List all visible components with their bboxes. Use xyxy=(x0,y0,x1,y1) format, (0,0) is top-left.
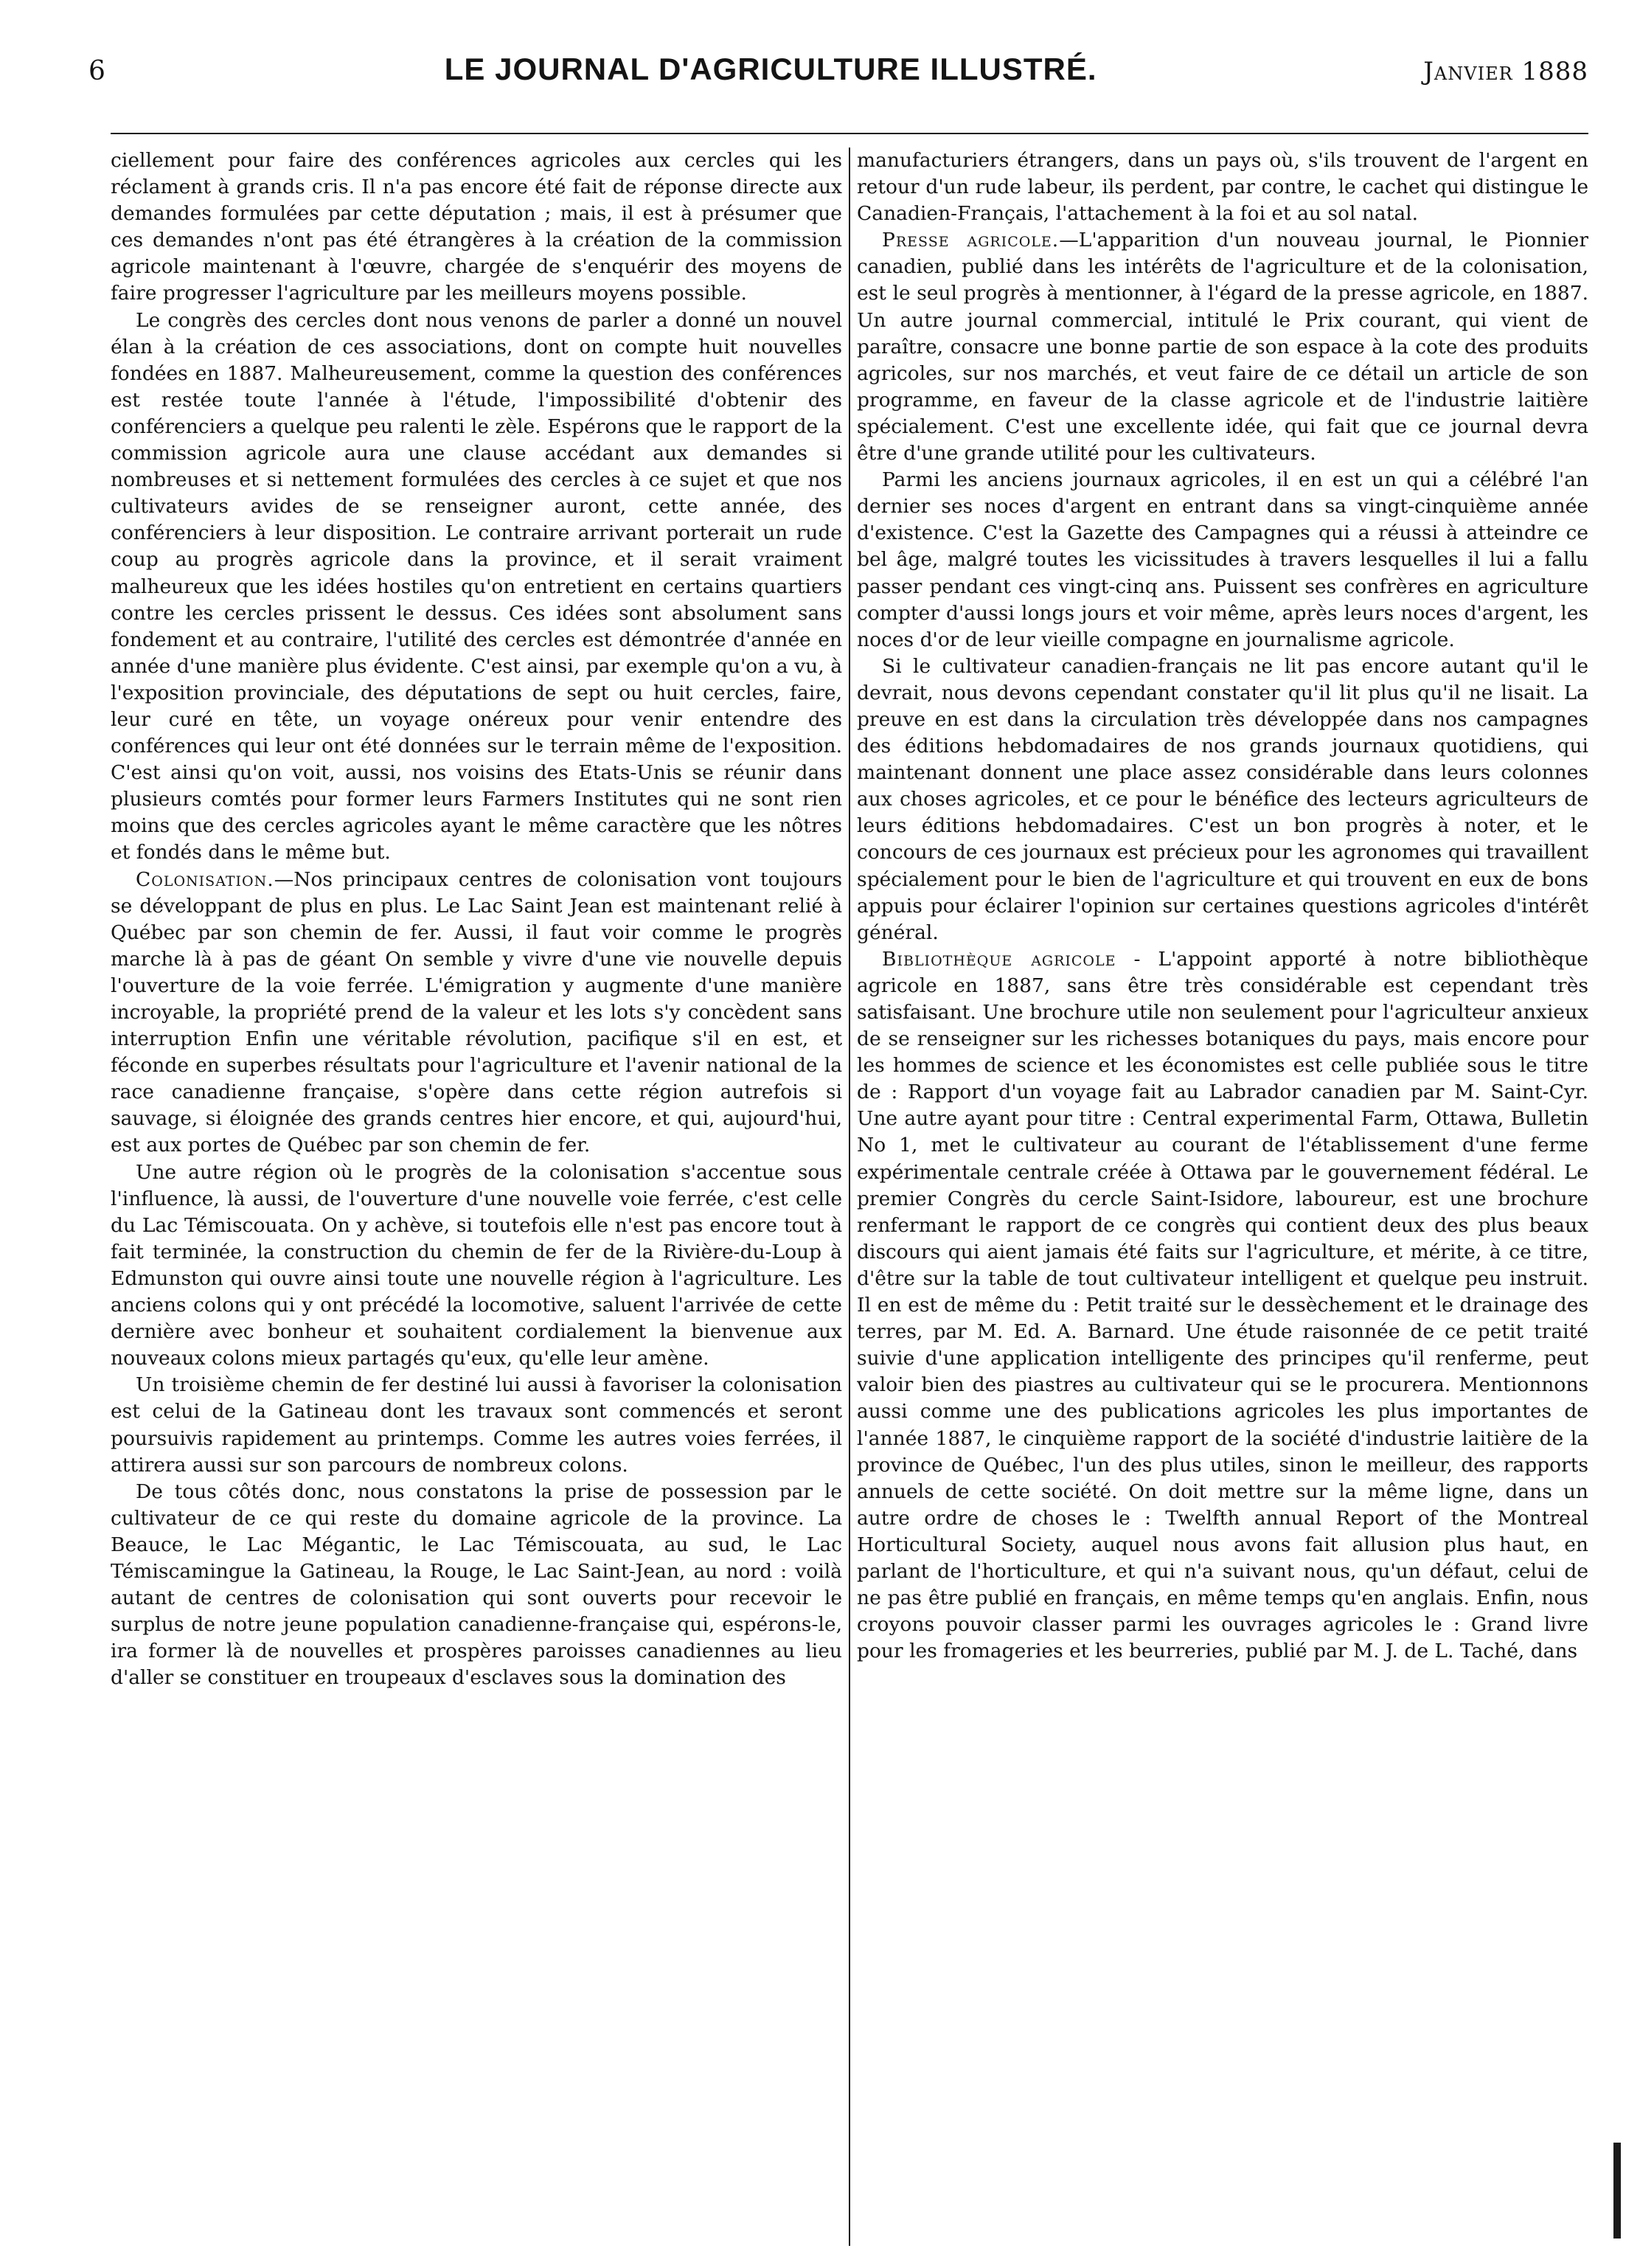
header-rule xyxy=(111,133,1588,134)
paragraph: Une autre région où le progrès de la colonisation s'accentue sous l'influence, là aussi, de l'ouverture d'une nouvelle voie ferrée, c'est celle du Lac Témiscouata. On y achève, si toutefois elle n'est pas encore tout à fait terminée, la construction du chemin de fer de la Rivière-du-Loup à Edmunston qui ouvre ainsi toute une nouvelle région à l'agriculture. Les anciens colons qui y ont précédé la locomotive, saluent l'arrivée de cette dernière avec bonheur et souhaitent cordialement la bienvenue aux nouveaux colons mieux partagés qu'eux, qu'elle leur amène. xyxy=(111,1160,842,1370)
paragraph-text: —Nos principaux centres de colonisation vont toujours se développant de plus en plus. Le Lac Saint Jean est maintenant relié à Québec par son chemin de fer. Aussi, il faut voir comme le progrès marche là à pas de géant On semble y vivre d'une vie nouvelle depuis l'ouverture de la voie ferrée. L'émigration y augmente d'une manière incroyable, la propriété prend de la valeur et les lots s'y concèdent sans interruption Enfin une véritable révolution, pacifique s'il en est, et féconde en superbes résultats pour l'agriculture et l'avenir national de la race canadienne française, s'opère dans cette région autrefois si sauvage, si éloignée des grands centres hier encore, et qui, aujourd'hui, est aux portes de Québec par son chemin de fer. xyxy=(111,867,842,1157)
column-divider xyxy=(849,148,850,2246)
article-columns xyxy=(111,148,1588,2246)
page-number: 6 xyxy=(88,56,105,86)
section-lead: Bibliothèque agricole xyxy=(882,947,1116,971)
paragraph xyxy=(857,227,1588,467)
paragraph: Parmi les anciens journaux agricoles, il en est un qui a célébré l'an dernier ses noces d'argent en entrant dans sa vingt-cinquième année d'existence. C'est la Gazette des Campagnes qui a réussi à atteindre ce bel âge, malgré toutes les vicissitudes à travers lesquelles il lui a fallu passer pendant ces vingt-cinq ans. Puissent ses confrères en agriculture compter d'aussi longs jours et voir même, après leurs noces d'argent, les noces d'or de leur vieille compagne en journalisme agricole. xyxy=(857,468,1588,651)
paragraph: manufacturiers étrangers, dans un pays où, s'ils trouvent de l'argent en retour d'un rude labeur, ils perdent, par contre, le cachet qui distingue le Canadien-Français, l'attachement à la foi et au sol natal. xyxy=(857,149,1588,226)
paragraph: Un troisième chemin de fer destiné lui aussi à favoriser la colonisation est celui de la Gatineau dont les travaux sont commencés et seront poursuivis rapidement au printemps. Comme les autres voies ferrées, il attirera aussi sur son parcours de nombreux colons. xyxy=(111,1373,842,1477)
page-header xyxy=(88,52,1588,125)
column-left xyxy=(111,148,842,2246)
paragraph: Le congrès des cercles dont nous venons de parler a donné un nouvel élan à la création de ces associations, dont on compte huit nouvelles fondées en 1887. Malheureusement, comme la question des conférences est restée toute l'année à l'étude, l'impossibilité d'obtenir des conférenciers a quelque peu ralenti le zèle. Espérons que le rapport de la commission agricole aura une clause accédant aux demandes si nombreuses et si nettement formulées des cercles à ce sujet et que nos cultivateurs avides de se renseigner auront, cette année, des conférenciers à leur disposition. Le contraire arrivant porterait un rude coup au progrès agricole dans la province, et il serait vraiment malheureux que les idées hostiles qu'on entretient en certains quartiers contre les cercles prissent le dessus. Ces idées sont absolument sans fondement et au contraire, l'utilité des cercles est démontrée d'année en année d'une manière plus évidente. C'est ainsi, par exemple qu'on a vu, à l'exposition provinciale, des députations de sept ou huit cercles, faire, leur curé en tête, un voyage onéreux pour venir entendre des conférences qui leur ont été données sur le terrain même de l'exposition. C'est ainsi qu'on voit, aussi, nos voisins des Etats-Unis se réunir dans plusieurs comtés pour former leurs Farmers Institutes qui ne sont rien moins que des cercles agricoles ayant le même caractère que les nôtres et fondés dans le même but. xyxy=(111,308,842,864)
column-right xyxy=(857,148,1588,2246)
paragraph: De tous côtés donc, nous constatons la prise de possession par le cultivateur de ce qui reste du domaine agricole de la province. La Beauce, le Lac Mégantic, le Lac Témiscouata, au sud, le Lac Témiscamingue la Gatineau, la Rouge, le Lac Saint-Jean, au nord : voilà autant de centres de colonisation qui sont ouverts pour recevoir le surplus de notre jeune population canadienne-française qui, espérons-le, ira former là de nouvelles et prospères paroisses canadiennes au lieu d'aller se constituer en troupeaux d'esclaves sous la domination des xyxy=(111,1480,842,1690)
paragraph-text: - L'appoint apporté à notre bibliothèque agricole en 1887, sans être très considérable est cependant très satisfaisant. Une brochure utile non seulement pour l'agriculteur anxieux de se renseigner sur les richesses botaniques du pays, mais encore pour les hommes de science et les économistes est celle publiée sous le titre de : Rapport d'un voyage fait au Labrador canadien par M. Saint-Cyr. Une autre ayant pour titre : Central experimental Farm, Ottawa, Bulletin No 1, met le cultivateur au courant de l'établissement d'une ferme expérimentale centrale créée à Ottawa par le gouvernement fédéral. Le premier Congrès du cercle Saint-Isidore, laboureur, est une brochure renfermant le rapport de ce congrès qui contient deux des plus beaux discours qui aient jamais été faits sur l'agriculture, et mérite, à ce titre, d'être sur la table de tout cultivateur intelligent et quelque peu instruit. Il en est de même du : Petit traité sur le dessèchement et le drainage des terres, par M. Ed. A. Barnard. Une étude raisonnée de ce petit traité suivie d'une application intelligente des principes qu'il renferme, peut valoir bien des piastres au cultivateur qui se le procurera. Mentionnons aussi comme une des publications agricoles les plus importantes de l'année 1887, le cinquième rapport de la société d'industrie laitière de la province de Québec, l'un des plus utiles, sinon le meilleur, des rapports annuels de cette société. On doit mettre sur la même ligne, dans un autre ordre de choses le : Twelfth annual Report of the Montreal Horticultural Society, auquel nous avons fait allusion plus haut, en parlant de l'horticulture, et qui n'a suivant nous, qu'un défaut, celui de ne pas être publié en français, en même temps qu'en anglais. Enfin, nous croyons pouvoir classer parmi les ouvrages agricoles le : Grand livre pour les fromageries et les beurreries, publié par M. J. de L. Taché, dans xyxy=(857,947,1588,1663)
section-lead: Presse agricole. xyxy=(882,229,1060,252)
section-lead: Colonisation. xyxy=(136,867,274,891)
journal-title: LE JOURNAL D'AGRICULTURE ILLUSTRÉ. xyxy=(444,52,1097,86)
margin-mark xyxy=(1613,2143,1621,2238)
issue-date: Janvier 1888 xyxy=(1423,57,1588,86)
paragraph: ciellement pour faire des conférences agricoles aux cercles qui les réclament à grands cris. Il n'a pas encore été fait de réponse directe aux demandes formulées par cette députation ; mais, il est à présumer que ces demandes n'ont pas été étrangères à la création de la commission agricole maintenant à l'œuvre, chargée de s'enquérir des moyens de faire progresser l'agriculture par les meilleurs moyens possible. xyxy=(111,149,842,305)
paragraph xyxy=(111,867,842,1159)
paragraph: Si le cultivateur canadien-français ne lit pas encore autant qu'il le devrait, nous devons cependant constater qu'il lit plus qu'il ne lisait. La preuve en est dans la circulation très développée dans nos campagnes des éditions hebdomadaires de nos grands journaux quotidiens, qui maintenant donnent une place assez considérable dans leurs colonnes aux choses agricoles, et ce pour le bénéfice des lecteurs agriculteurs de leurs éditions hebdomadaires. C'est un bon progrès à noter, et le concours de ces journaux est précieux pour les agronomes qui travaillent spécialement pour le bien de l'agriculture et qui trouvent en eux de bons appuis pour éclairer l'opinion sur certaines questions agricoles d'intérêt général. xyxy=(857,654,1588,944)
paragraph-text: —L'apparition d'un nouveau journal, le Pionnier canadien, publié dans les intérêts de l'agriculture et de la colonisation, est le seul progrès à mentionner, à l'égard de la presse agricole, en 1887. Un autre journal commercial, intitulé le Prix courant, qui vient de paraître, consacre une bonne partie de son espace à la cote des produits agricoles, sur nos marchés, et veut faire de ce détail un article de son programme, en faveur de la classe agricole et de l'industrie laitière spécialement. C'est une excellente idée, qui fait que ce journal devra être d'une grande utilité pour les cultivateurs. xyxy=(857,229,1588,465)
paragraph xyxy=(857,946,1588,1665)
